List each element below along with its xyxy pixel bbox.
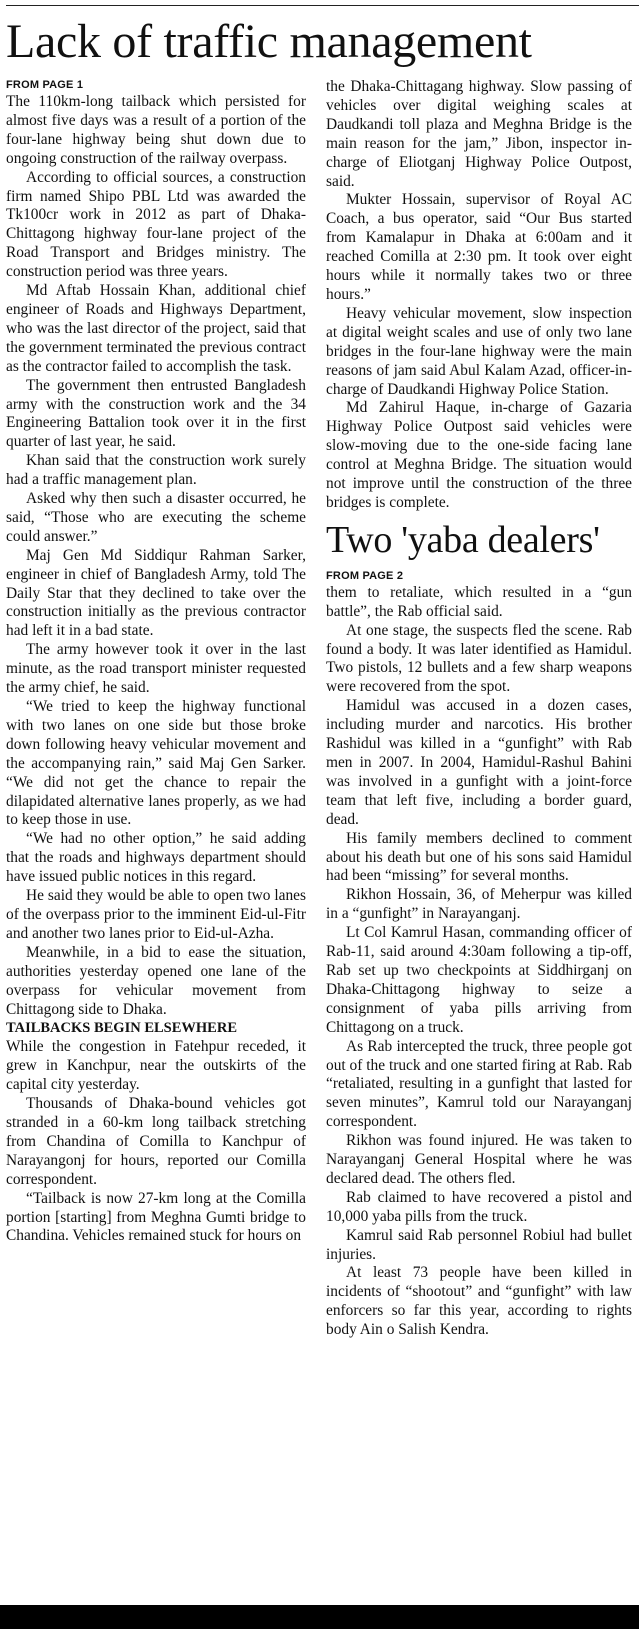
paragraph: “We tried to keep the highway functional with two lanes on one side but those broke down following heavy vehicular movement and the accompanying rain,” said Maj Gen Sarker. “We did not get the chance to repair the dilapidated alternative lanes properly, as we had to keep those in use. bbox=[6, 698, 306, 829]
paragraph: Hamidul was accused in a dozen cases, including murder and narcotics. His brother Rashidul was killed in a “gunfight” with Rab men in 2007. In 2004, Hamidul-Rashul Bahini was involved in a gunfight with a joint-force team that left five, including a border guard, dead. bbox=[326, 697, 632, 828]
paragraph: the Dhaka-Chittagang highway. Slow passing of vehicles over digital weighing scales at Daudkandi toll plaza and Meghna Bridge is the main reason for the jam,” Jibon, inspector in-charge of Eliotganj Highway Police Outpost, said. bbox=[326, 78, 632, 190]
paragraph: Meanwhile, in a bid to ease the situation, authorities yesterday opened one lane of the overpass for vehicular movement from Chittagong side to Dhaka. bbox=[6, 943, 306, 1018]
paragraph: them to retaliate, which resulted in a “gun battle”, the Rab official said. bbox=[326, 583, 632, 620]
paragraph: Kamrul said Rab personnel Robiul had bullet injuries. bbox=[326, 1226, 632, 1263]
paragraph: Rikhon was found injured. He was taken to Narayanganj General Hospital where he was declared dead. The others fled. bbox=[326, 1132, 632, 1187]
right-column bbox=[326, 78, 632, 1340]
story2-headline: Two 'yaba dealers' bbox=[326, 518, 600, 561]
subhead: TAILBACKS BEGIN ELSEWHERE bbox=[6, 1020, 237, 1037]
paragraph: “We had no other option,” he said adding that the roads and highways department should have issued public notices in this regard. bbox=[6, 830, 306, 886]
paragraph: Md Zahirul Haque, in-charge of Gazaria Highway Police Outpost said vehicles were slow-moving due to the one-side facing lane control at Meghna Bridge. The situation would not improve until the construction of the three bridges is complete. bbox=[326, 399, 632, 511]
paragraph: According to official sources, a construction firm named Shipo PBL Ltd was awarded the Tk100cr work in 2012 as part of Dhaka-Chittagong highway four-lane project of the Road Transport and Bridges ministry. The construction period was three years. bbox=[6, 168, 306, 281]
paragraph: “Tailback is now 27-km long at the Comilla portion [starting] from Meghna Gumti bridge to Chandina. Vehicles remained stuck for hours on bbox=[6, 1189, 306, 1245]
paragraph: As Rab intercepted the truck, three people got out of the truck and one started firing at Rab. Rab “retaliated, resulting in a gunfight that lasted for seven minutes”, Kamrul told our Narayanganj correspondent. bbox=[326, 1037, 632, 1131]
paragraph: The army however took it over in the last minute, as the road transport minister requested the army chief, he said. bbox=[6, 641, 306, 697]
paragraph: Maj Gen Md Siddiqur Rahman Sarker, engineer in chief of Bangladesh Army, told The Daily Star that they declined to take over the construction initially as the previous contractor had left it in a bad state. bbox=[6, 546, 306, 640]
paragraph: Md Aftab Hossain Khan, additional chief engineer of Roads and Highways Department, who was the last director of the project, said that the government terminated the previous contract as the contractor failed to accomplish the task. bbox=[6, 282, 306, 375]
paragraph: The government then entrusted Bangladesh army with the construction work and the 34 Engineering Battalion took over it in the first quarter of last year, he said. bbox=[6, 376, 306, 451]
story1-left-column bbox=[6, 78, 306, 1246]
bottom-bar bbox=[0, 1605, 639, 1629]
jump-label: FROM PAGE 2 bbox=[326, 569, 404, 582]
paragraph: Asked why then such a disaster occurred, he said, “Those who are executing the scheme could answer.” bbox=[6, 490, 306, 545]
paragraph: Thousands of Dhaka-bound vehicles got stranded in a 60-km long tailback stretching from Chandina of Comilla to Kanchpur of Narayangonj for hours, reported our Comilla correspondent. bbox=[6, 1095, 306, 1188]
paragraph: His family members declined to comment about his death but one of his sons said Hamidul had been “missing” for several months. bbox=[326, 829, 632, 885]
paragraph: The 110km-long tailback which persisted for almost five days was a result of a portion of the four-lane highway being shut down due to ongoing construction of the railway overpass. bbox=[6, 93, 306, 167]
paragraph: Rab claimed to have recovered a pistol and 10,000 yaba pills from the truck. bbox=[326, 1188, 632, 1225]
top-rule bbox=[6, 5, 639, 6]
paragraph: At least 73 people have been killed in incidents of “shootout” and “gunfight” with law enforcers so far this year, according to rights body Ain o Salish Kendra. bbox=[326, 1264, 632, 1339]
headline: Lack of traffic management bbox=[6, 15, 532, 68]
paragraph: Rikhon Hossain, 36, of Meherpur was killed in a “gunfight” in Narayanganj. bbox=[326, 886, 632, 923]
paragraph: Khan said that the construction work surely had a traffic management plan. bbox=[6, 452, 306, 489]
paragraph: He said they would be able to open two lanes of the overpass prior to the imminent Eid-ul-Fitr and another two lanes prior to Eid-ul-Azha. bbox=[6, 887, 306, 942]
jump-label: FROM PAGE 1 bbox=[6, 79, 84, 91]
paragraph: At one stage, the suspects fled the scene. Rab found a body. It was later identified as Hamidul. Two pistols, 12 bullets and a few sharp weapons were recovered from the spot. bbox=[326, 621, 632, 696]
paragraph: Lt Col Kamrul Hasan, commanding officer of Rab-11, said around 4:30am following a tip-off, Rab set up two checkpoints at Siddhirganj on Dhaka-Chittagong highway to seize a consignment of yaba pills arriving from Chittagong on a truck. bbox=[326, 924, 632, 1036]
paragraph: While the congestion in Fatehpur receded, it grew in Kanchpur, near the outskirts of the capital city yesterday. bbox=[6, 1038, 306, 1094]
paragraph: Mukter Hossain, supervisor of Royal AC Coach, a bus operator, said “Our Bus started from Kamalapur in Dhaka at 6:00am and it reached Comilla at 2:30 pm. It took over eight hours while it normally takes two or three hours.” bbox=[326, 191, 632, 303]
paragraph: Heavy vehicular movement, slow inspection at digital weight scales and use of only two lane bridges in the four-lane highway were the main reasons of jam said Abul Kalam Azad, officer-in-charge of Daudkandi Highway Police Station. bbox=[326, 304, 632, 398]
